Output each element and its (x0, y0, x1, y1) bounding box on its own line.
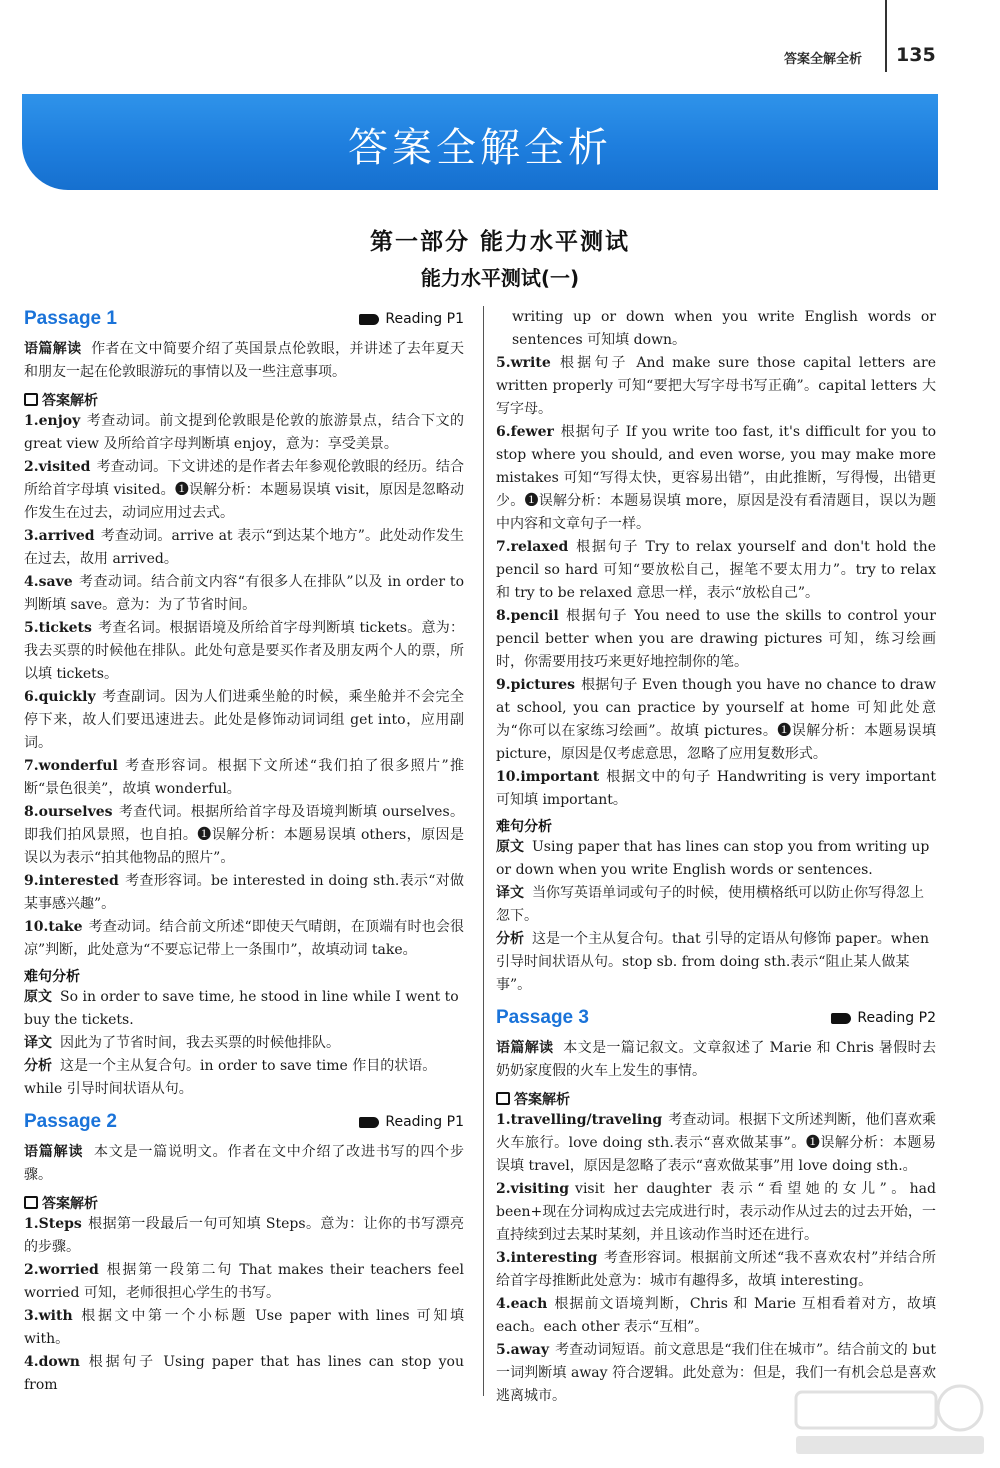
summary-label: 语篇解读 (496, 1040, 554, 1056)
passage-2-title: Passage 2 (24, 1111, 117, 1132)
part-title: 第一部分 能力水平测试 (369, 229, 630, 255)
answer-explanation: 根据句子 And make sure those capital letters are written properly 可知“要把大写字母书写正确”。capital letters 大写字母。 (496, 355, 936, 417)
answer-number: 3. (24, 528, 39, 544)
answer-number: 8. (24, 804, 39, 820)
answer-explanation: 根据句子 Try to relax yourself and don't hold the pencil so hard 可知“要放松自己，握笔不要太用力”。try to relax 和 try to be relaxed 意思一样，表示“放松自己”。 (496, 539, 936, 601)
answer-explanation: 根据句子 You need to use the skills to control your pencil better when you are drawing pictures 可知，练习绘画时，你需要用技巧来更好地控制你的笔。 (496, 608, 936, 670)
answer-item (24, 617, 464, 686)
passage-1-summary (24, 338, 464, 384)
answer-item (496, 674, 936, 766)
answer-number: 4. (24, 1354, 39, 1370)
answer-item (496, 1178, 936, 1247)
answer-key: important (520, 769, 600, 785)
analysis-label: 分析 (496, 931, 524, 947)
answers-label: 答案解析 (42, 1196, 98, 1212)
answer-number: 1. (24, 413, 39, 429)
summary-text: 本文是一篇说明文。作者在文中介绍了改进书写的四个步骤。 (24, 1144, 465, 1183)
answer-number: 8. (496, 608, 511, 624)
answer-key: with (38, 1308, 73, 1324)
answer-explanation: 考查动词。根据下文所述判断，他们喜欢乘火车旅行。love doing sth.表示“喜欢做某事”。❶误解分析：本题易误填 travel，原因是忽略了表示“喜欢做某事”用 love doing sth.。 (496, 1112, 936, 1174)
answer-item (496, 536, 936, 605)
answer-number: 9. (24, 873, 39, 889)
original-sentence (24, 986, 464, 1032)
translation-text: 因此为了节省时间，我去买票的时候他排队。 (60, 1035, 340, 1051)
analysis-label: 分析 (24, 1058, 52, 1074)
answer-number: 7. (496, 539, 511, 555)
reading-ref-label: Reading P1 (385, 1114, 464, 1130)
summary-label: 语篇解读 (24, 1144, 84, 1160)
answer-explanation: 考查代词。根据所给首字母及语境判断填 ourselves。即我们拍风景照，也自拍。❶误解分析：本题易误填 others，原因是误以为表示“拍其他物品的照片”。 (24, 804, 464, 866)
reading-ref-label: Reading P1 (385, 311, 464, 327)
answer-explanation: 考查动词。下文讲述的是作者去年参观伦敦眼的经历。结合所给首字母填 visited。❶误解分析：本题易误填 visit，原因是忽略动作发生在过去，动词应用过去式。 (24, 459, 464, 521)
summary-label: 语篇解读 (24, 341, 82, 357)
answer-number: 5. (496, 355, 511, 371)
answer-key: wonderful (38, 758, 118, 774)
analysis-text: 这是一个主从复合句。that 引导的定语从句修饰 paper。when 引导时间状语从句。stop sb. from doing sth.表示“阻止某人做某事”。 (496, 931, 930, 993)
watermark-logo (790, 1380, 990, 1460)
answers-heading (496, 1089, 936, 1109)
answer-number: 10. (496, 769, 521, 785)
answer-key: arrived (38, 528, 95, 544)
answer-explanation: 根据句子 Using paper that has lines can stop you from (24, 1354, 464, 1393)
analysis-sentence (496, 928, 936, 997)
lock-icon (24, 1196, 38, 1209)
answer-explanation: visit her daughter 表示“看望她的女儿”。had been+现在分词构成过去完成进行时，表示动作从过去的过去开始，一直持续到过去某时某刻，并且该动作当时还在进行。 (496, 1181, 936, 1243)
answer-item (24, 870, 464, 916)
part-subtitle: 能力水平测试(一) (420, 266, 580, 290)
passage-2-summary (24, 1141, 464, 1187)
answer-number: 2. (24, 459, 39, 475)
answers-label: 答案解析 (514, 1092, 570, 1108)
answer-number: 6. (24, 689, 39, 705)
summary-text: 本文是一篇记叙文。文章叙述了 Marie 和 Chris 暑假时去奶奶家度假的火车上发生的事情。 (496, 1040, 937, 1079)
answer-explanation: 根据句子 If you write too fast, it's difficult for you to stop where you should, and even worse, you may make more mistakes 可知“写得太快，更容易出错”，由此推断，写得慢，出错更少。❶误解分析：本题易误填 more，原因是没有看清题目，误以为题中内容和文章句子一样。 (496, 424, 936, 532)
answer-item (24, 1259, 464, 1305)
translation-sentence (24, 1032, 464, 1055)
answer-explanation: 根据第一段第二句 That makes their teachers feel worried 可知，老师很担心学生的书写。 (24, 1262, 464, 1301)
passage-1-reading-ref (359, 311, 464, 327)
pointing-hand-icon (359, 1117, 379, 1128)
analysis-text: 这是一个主从复合句。in order to save time 作目的状语。while 引导时间状语从句。 (24, 1058, 437, 1097)
column-divider (483, 306, 484, 1396)
original-label: 原文 (24, 989, 52, 1005)
right-column (496, 306, 936, 1408)
header-section-label: 答案全解全析 (784, 52, 863, 67)
answer-item (496, 421, 936, 536)
answer-key: away (510, 1342, 549, 1358)
answer-item (24, 525, 464, 571)
banner-title: 答案全解全析 (348, 125, 612, 171)
item-4-continuation: writing up or down when you write English words or sentences 可知填 down。 (512, 309, 936, 348)
analysis-sentence (24, 1055, 464, 1101)
answer-item (24, 456, 464, 525)
answer-key: ourselves (38, 804, 113, 820)
answer-number: 3. (496, 1250, 511, 1266)
answer-number: 1. (496, 1112, 511, 1128)
answer-explanation: 考查名词。根据语境及所给首字母判断填 tickets。意为：我去买票的时候他在排队。此处句意是要买作者及朋友两个人的票，所以填 tickets。 (24, 620, 464, 682)
answers-heading (24, 390, 464, 410)
lock-icon (24, 393, 38, 406)
answer-item (24, 410, 464, 456)
answer-key: pictures (510, 677, 576, 693)
passage-3-reading-ref (831, 1010, 936, 1026)
translation-sentence (496, 882, 936, 928)
answer-item (496, 605, 936, 674)
answer-item (496, 766, 936, 812)
answer-item (496, 1293, 936, 1339)
answer-explanation: 考查动词。结合前文所述“即使天气晴朗，在顶端有时也会很凉”判断，此处意为“不要忘记带上一条围巾”，故填动词 take。 (24, 919, 464, 958)
answer-explanation: 考查形容词。be interested in doing sth.表示“对做某事感兴趣”。 (24, 873, 464, 912)
answer-explanation: 考查形容词。根据前文所述“我不喜欢农村”并结合所给首字母推断此处意为：城市有趣得多，故填 interesting。 (496, 1250, 936, 1289)
answer-explanation: 根据第一段最后一句可知填 Steps。意为：让你的书写漂亮的步骤。 (24, 1216, 464, 1255)
answer-item (24, 755, 464, 801)
answer-key: quickly (38, 689, 96, 705)
answer-number: 3. (24, 1308, 39, 1324)
answer-explanation: 根据句子 Even though you have no chance to draw at school, you can practice by yourself at home 可知此处意为“你可以在家练习绘画”。故填 pictures。❶误解分析：本题易误填 picture，原因是仅考虑意思，忽略了应用复数形式。 (496, 677, 936, 762)
translation-label: 译文 (496, 885, 524, 901)
answer-explanation: 考查动词。arrive at 表示“到达某个地方”。此处动作发生在过去，故用 arrived。 (24, 528, 464, 567)
passage-3-title: Passage 3 (496, 1007, 589, 1028)
page-number: 135 (896, 44, 936, 66)
passage-3-header (496, 1005, 936, 1035)
answer-item (496, 1247, 936, 1293)
answer-explanation: 考查动词短语。前文意思是“我们住在城市”。结合前文的 but 一词判断填 away 符合逻辑。此处意为：但是，我们一有机会总是喜欢逃离城市。 (496, 1342, 936, 1404)
answer-number: 4. (24, 574, 39, 590)
answer-key: visiting (510, 1181, 570, 1197)
original-label: 原文 (496, 839, 524, 855)
answer-item (24, 1213, 464, 1259)
header-rule (885, 0, 887, 72)
answer-item (24, 571, 464, 617)
translation-text: 当你写英语单词或句子的时候，使用横格纸可以防止你写得忽上忽下。 (496, 885, 924, 924)
original-text: Using paper that has lines can stop you from writing up or down when you write English words or sentences. (496, 839, 930, 878)
answer-explanation: 考查形容词。根据下文所述“我们拍了很多照片”推断“景色很美”，故填 wonderful。 (24, 758, 464, 797)
left-column (24, 306, 464, 1397)
answer-explanation: 根据前文语境判断，Chris 和 Marie 互相看着对方，故填 each。each other 表示“互相”。 (496, 1296, 936, 1335)
answer-item (24, 916, 464, 962)
passage-1-answer-list (24, 410, 464, 962)
answer-key: write (510, 355, 551, 371)
answer-key: Steps (38, 1216, 82, 1232)
title-banner (22, 94, 938, 190)
answer-number: 7. (24, 758, 39, 774)
answer-explanation: 考查副词。因为人们进乘坐舱的时候，乘坐舱并不会完全停下来，故人们要迅速进去。此处是修饰动词词组 get into，应用副词。 (24, 689, 464, 751)
difficult-sentence-heading: 难句分析 (496, 819, 552, 835)
answer-number: 2. (496, 1181, 511, 1197)
answer-key: take (48, 919, 83, 935)
pointing-hand-icon (831, 1013, 851, 1024)
summary-text: 作者在文中简要介绍了英国景点伦敦眼，并讲述了去年夏天和朋友一起在伦敦眼游玩的事情以及一些注意事项。 (24, 341, 465, 380)
answers-heading (24, 1193, 464, 1213)
answer-number: 5. (496, 1342, 511, 1358)
answer-number: 10. (24, 919, 49, 935)
passage-2-reading-ref (359, 1114, 464, 1130)
answer-key: each (510, 1296, 548, 1312)
answer-key: pencil (510, 608, 559, 624)
answer-key: worried (38, 1262, 99, 1278)
answer-number: 2. (24, 1262, 39, 1278)
translation-label: 译文 (24, 1035, 52, 1051)
answer-explanation: 根据文中第一个小标题 Use paper with lines 可知填 with。 (24, 1308, 464, 1347)
answer-number: 5. (24, 620, 39, 636)
passage-2-header (24, 1109, 464, 1139)
passage-3-summary (496, 1037, 936, 1083)
answer-key: enjoy (38, 413, 81, 429)
original-sentence (496, 836, 936, 882)
answer-item (24, 1351, 464, 1397)
passage-2-answer-list-continued (496, 352, 936, 812)
difficult-sentence-heading: 难句分析 (24, 969, 80, 985)
answer-item (24, 801, 464, 870)
answer-explanation: 根据文中的句子 Handwriting is very important 可知填 important。 (496, 769, 936, 808)
answers-label: 答案解析 (42, 393, 98, 409)
passage-1-header (24, 306, 464, 336)
answer-key: interesting (510, 1250, 598, 1266)
passage-3-answer-list (496, 1109, 936, 1408)
answer-explanation: 考查动词。前文提到伦敦眼是伦敦的旅游景点，结合下文的 great view 及所给首字母判断填 enjoy，意为：享受美景。 (24, 413, 464, 452)
answer-key: travelling/traveling (510, 1112, 663, 1128)
answer-number: 4. (496, 1296, 511, 1312)
answer-item (496, 1109, 936, 1178)
reading-ref-label: Reading P2 (857, 1010, 936, 1026)
original-text: So in order to save time, he stood in line while I went to buy the tickets. (24, 989, 459, 1028)
answer-key: down (38, 1354, 80, 1370)
answer-key: tickets (38, 620, 92, 636)
answer-number: 9. (496, 677, 511, 693)
answer-item (496, 352, 936, 421)
answer-item (24, 1305, 464, 1351)
answer-key: interested (38, 873, 119, 889)
pointing-hand-icon (359, 314, 379, 325)
answer-key: relaxed (510, 539, 569, 555)
answer-number: 6. (496, 424, 511, 440)
passage-1-title: Passage 1 (24, 308, 117, 329)
lock-icon (496, 1092, 510, 1105)
answer-key: save (38, 574, 73, 590)
answer-key: visited (38, 459, 91, 475)
answer-item (24, 686, 464, 755)
answer-number: 1. (24, 1216, 39, 1232)
answer-explanation: 考查动词。结合前文内容“有很多人在排队”以及 in order to 判断填 save。意为：为了节省时间。 (24, 574, 464, 613)
passage-2-answer-list (24, 1213, 464, 1397)
answer-key: fewer (510, 424, 554, 440)
